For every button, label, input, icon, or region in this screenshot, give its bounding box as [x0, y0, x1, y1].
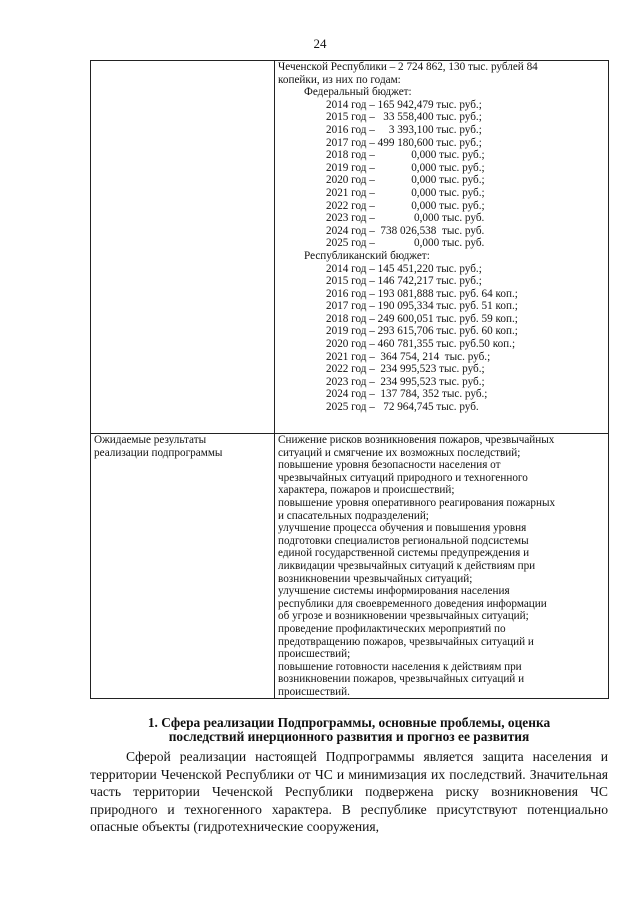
results-line: характера, пожаров и происшествий; [278, 484, 455, 497]
results-line: ситуаций и смягчение их возможных последствий; [278, 446, 521, 459]
republic-year-row: 2024 год – 137 784, 352 тыс. руб.; [326, 388, 488, 401]
republic-budget-list [278, 263, 605, 414]
republic-year-row: 2014 год – 145 451,220 тыс. руб.; [326, 262, 482, 275]
results-line: повышение готовности населения к действиям при [278, 660, 522, 673]
results-line: ликвидации чрезвычайных ситуаций к действиям при [278, 559, 536, 572]
federal-year-row: 2017 год – 499 180,600 тыс. руб.; [326, 136, 482, 149]
financing-value-cell [275, 61, 609, 434]
republic-year-row: 2025 год – 72 964,745 тыс. руб. [326, 401, 479, 414]
results-line: происшествий; [278, 648, 351, 661]
financing-label-cell [91, 61, 275, 434]
expected-results-row [91, 434, 609, 699]
federal-year-row: 2020 год – 0,000 тыс. руб.; [326, 174, 485, 187]
federal-year-row: 2015 год – 33 558,400 тыс. руб.; [326, 111, 482, 124]
federal-budget-title: Федеральный бюджет: [304, 86, 412, 99]
results-line: повышение уровня оперативного реагирования пожарных [278, 496, 556, 509]
section-paragraph: Сферой реализации настоящей Подпрограммы является защита населения и территории Чеченской Республики от ЧС и минимизация их последствий. Значительная часть территории Чеченской Республики подвержена риску возникновения ЧС природного и техногенного характера. В республике присутствуют потенциально опасные объекты (гидротехнические сооружения, [90, 749, 608, 834]
page-number: 24 [313, 36, 327, 51]
results-line: улучшение процесса обучения и повышения уровня [278, 522, 527, 535]
republic-year-row: 2020 год – 460 781,355 тыс. руб.50 коп.; [326, 338, 516, 351]
results-line: единой государственной системы предупреждения и [278, 547, 530, 560]
financing-intro-line-2: копейки, из них по годам: [278, 73, 401, 86]
federal-year-row: 2025 год – 0,000 тыс. руб. [326, 237, 485, 250]
results-line: возникновении чрезвычайных ситуаций; [278, 572, 473, 585]
federal-year-row: 2019 год – 0,000 тыс. руб.; [326, 161, 485, 174]
results-line: повышение уровня безопасности населения от [278, 459, 501, 472]
federal-year-row: 2024 год – 738 026,538 тыс. руб. [326, 224, 485, 237]
financing-intro-line-1: Чеченской Республики – 2 724 862, 130 тыс. рублей 84 [278, 61, 538, 73]
results-line: проведение профилактических мероприятий по [278, 622, 506, 635]
results-line: предотвращению пожаров, чрезвычайных ситуаций и [278, 635, 534, 648]
republic-year-row: 2017 год – 190 095,334 тыс. руб. 51 коп.; [326, 300, 518, 313]
federal-year-row: 2014 год – 165 942,479 тыс. руб.; [326, 98, 482, 111]
results-line: чрезвычайных ситуаций природного и техногенного [278, 471, 528, 484]
financing-row [91, 61, 609, 434]
expected-results-label-line: Ожидаемые результаты [94, 434, 207, 446]
republic-year-row: 2019 год – 293 615,706 тыс. руб. 60 коп.; [326, 325, 518, 338]
republic-year-row: 2015 год – 146 742,217 тыс. руб.; [326, 275, 482, 288]
republic-year-row: 2016 год – 193 081,888 тыс. руб. 64 коп.; [326, 287, 518, 300]
republic-year-row: 2021 год – 364 754, 214 тыс. руб.; [326, 350, 491, 363]
expected-results-label-line: реализации подпрограммы [94, 446, 223, 459]
subprogram-passport-table [90, 60, 609, 699]
results-line: об угрозе и возникновении чрезвычайных ситуаций; [278, 610, 529, 623]
results-line: и спасательных подразделений; [278, 509, 429, 522]
section-heading-line-2: последствий инерционного развития и прогноз ее развития [168, 729, 530, 744]
results-line: подготовки специалистов региональной подсистемы [278, 534, 529, 547]
results-line: улучшение системы информирования населения [278, 585, 510, 598]
expected-results-value-cell [275, 434, 609, 699]
section-1 [90, 716, 608, 836]
republic-year-row: 2023 год – 234 995,523 тыс. руб.; [326, 375, 485, 388]
expected-results-label-cell [91, 434, 275, 699]
federal-budget-list [278, 99, 605, 250]
republic-budget-title: Республиканский бюджет: [304, 249, 430, 262]
federal-year-row: 2018 год – 0,000 тыс. руб.; [326, 149, 485, 162]
results-line: Снижение рисков возникновения пожаров, чрезвычайных [278, 434, 555, 446]
results-line: возникновении пожаров, чрезвычайных ситуаций и [278, 673, 525, 686]
results-line: происшествий. [278, 685, 350, 698]
federal-year-row: 2016 год – 3 393,100 тыс. руб.; [326, 123, 482, 136]
republic-year-row: 2018 год – 249 600,051 тыс. руб. 59 коп.; [326, 312, 518, 325]
federal-year-row: 2022 год – 0,000 тыс. руб.; [326, 199, 485, 212]
section-heading-line-1: 1. Сфера реализации Подпрограммы, основные проблемы, оценка [147, 715, 551, 730]
results-line: республики для своевременного доведения информации [278, 597, 547, 610]
federal-year-row: 2021 год – 0,000 тыс. руб.; [326, 186, 485, 199]
federal-year-row: 2023 год – 0,000 тыс. руб. [326, 212, 485, 225]
republic-year-row: 2022 год – 234 995,523 тыс. руб.; [326, 363, 485, 376]
section-heading [90, 716, 608, 744]
